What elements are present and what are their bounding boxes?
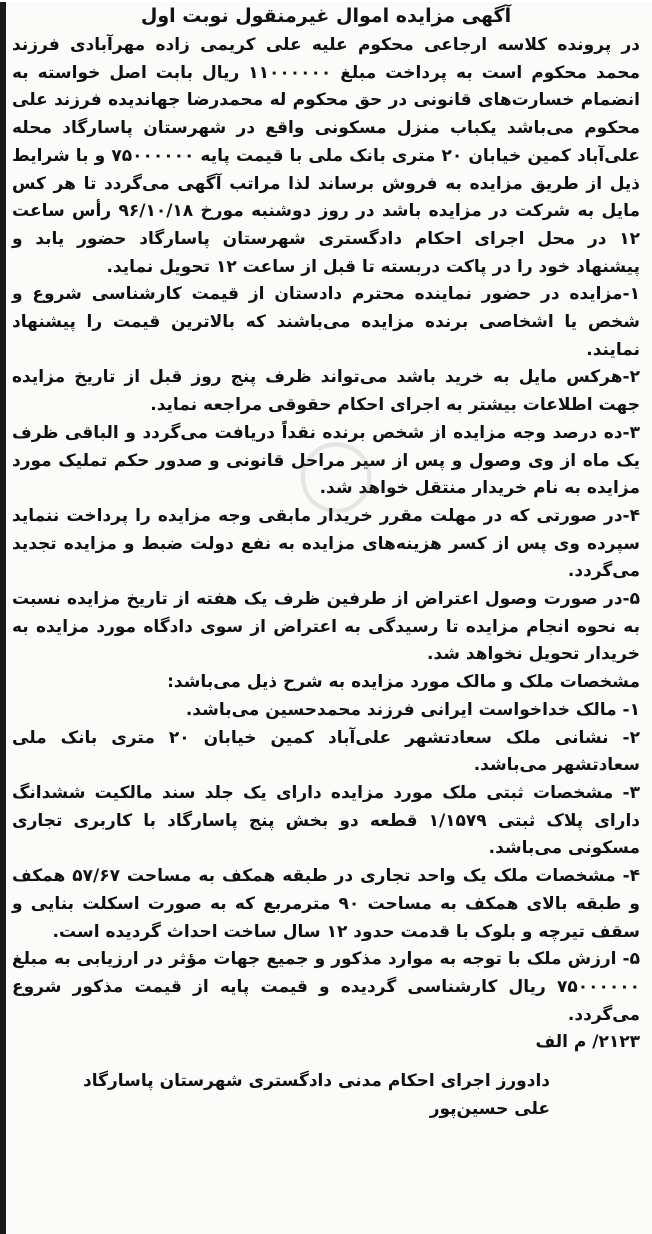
spec-item: ۴- مشخصات ملک یک واحد تجاری در طبقه همکف به مساحت ۵۷/۶۷ همکف و طبقه بالای همکف به مساحت ۹۰ مترمربع که به صورت اسکلت بنایی و سقف تیرچه و بلوک با قدمت حدود ۱۲ سال ساخت احداث گردیده است.: [12, 866, 641, 942]
condition-item: ۳-ده درصد وجه مزایده از شخص برنده نقداً دریافت می‌گردد و الباقی ظرف یک ماه از وی وصول و پس از سیر مراحل قانونی و صدور حکم تملیک مورد مزایده به نام خریدار منتقل خواهد شد.: [12, 422, 640, 499]
notice-title: آگهی مزایده اموال غیرمنقول نوبت اول: [140, 5, 512, 27]
left-border-line: [0, 2, 6, 1234]
spec-item: ۱- مالک خداخواست ایرانی فرزند محمدحسین می‌باشد.: [185, 699, 640, 720]
condition-item: ۴-در صورتی که در مهلت مقرر خریدار مابقی وجه مزایده را پرداخت ننماید سپرده وی پس از کسر هزینه‌های مزایده به نفع دولت ضبط و مزایده تجدید می‌گردد.: [12, 505, 640, 582]
spec-item: ۵- ارزش ملک با توجه به موارد مذکور و جمیع جهات مؤثر در ارزیابی به مبلغ ۷۵۰۰۰۰۰۰ ریال کارشناسی گردیده و قیمت پایه از قیمت مذکور شروع می‌گردد.: [12, 949, 640, 1025]
notice-page: [0, 2, 652, 1234]
condition-item: ۵-در صورت وصول اعتراض از طرفین ظرف یک هفته از تاریخ مزایده نسبت به نحوه انجام مزایده تا رسیدگی به اعتراض از سوی دادگاه مورد مزایده به خریدار تحویل نخواهد شد.: [12, 589, 640, 665]
spec-item: ۲- نشانی ملک سعادتشهر علی‌آباد کمین خیابان ۲۰ متری بانک ملی سعادتشهر می‌باشد.: [12, 727, 640, 776]
spec-item: ۳- مشخصات ثبتی ملک مورد مزایده دارای یک جلد سند مالکیت ششدانگ دارای پلاک ثبتی ۱/۱۵۷۹ قطعه دو بخش پنج پاسارگاد با کاربری تجاری مسکونی می‌باشد.: [12, 782, 640, 859]
reference-number: ۲۱۲۳: [598, 1032, 640, 1053]
signature-name: علی حسین‌پور: [429, 1099, 550, 1120]
specs-list: [12, 697, 640, 1029]
condition-item: ۱-مزایده در حضور نماینده محترم دادستان از قیمت کارشناسی شروع و شخص یا اشخاصی برنده مزایده می‌باشند که بالاترین قیمت را پیشنهاد نمایند.: [12, 284, 640, 360]
conditions-list: [12, 281, 640, 669]
reference-line: [12, 1029, 640, 1057]
condition-item: ۲-هرکس مایل به خرید باشد می‌تواند ظرف پنج روز قبل از تاریخ مزایده جهت اطلاعات بیشتر به اجرای احکام حقوقی مراجعه نماید.: [12, 367, 640, 416]
specs-heading: مشخصات ملک و مالک مورد مزایده به شرح ذیل می‌باشد:: [167, 672, 640, 693]
notice-intro: در پرونده کلاسه ارجاعی محکوم علیه علی کریمی زاده مهرآبادی فرزند محمد محکوم است به پرداخت مبلغ ۱۱۰۰۰۰۰۰ ریال بابت اصل خواسته به انضمام خسارت‌های قانونی در حق محکوم له محمدرضا جهاندیده فرزند علی محکوم می‌باشد یکباب منزل مسکونی واقع در شهرستان پاسارگاد محله علی‌آباد کمین خیابان ۲۰ متری بانک ملی با قیمت پایه ۷۵۰۰۰۰۰۰ و با شرایط ذیل از طریق مزایده به فروش برساند لذا مراتب آگهی می‌گردد تا هر کس مایل به شرکت در مزایده باشد در روز دوشنبه مورخ ۹۶/۱۰/۱۸ رأس ساعت ۱۲ در محل اجرای احکام دادگستری شهرستان پاسارگاد حضور یابد و پیشنهاد خود را در پاکت دربسته تا قبل از ساعت ۱۲ تحویل نماید.: [12, 35, 641, 277]
reference-suffix: / م الف: [535, 1032, 599, 1053]
signature-block: [12, 1067, 640, 1123]
signature-title: دادورز اجرای احکام مدنی دادگستری شهرستان پاسارگاد: [83, 1071, 550, 1092]
watermark-logo: ◯: [288, 423, 382, 521]
